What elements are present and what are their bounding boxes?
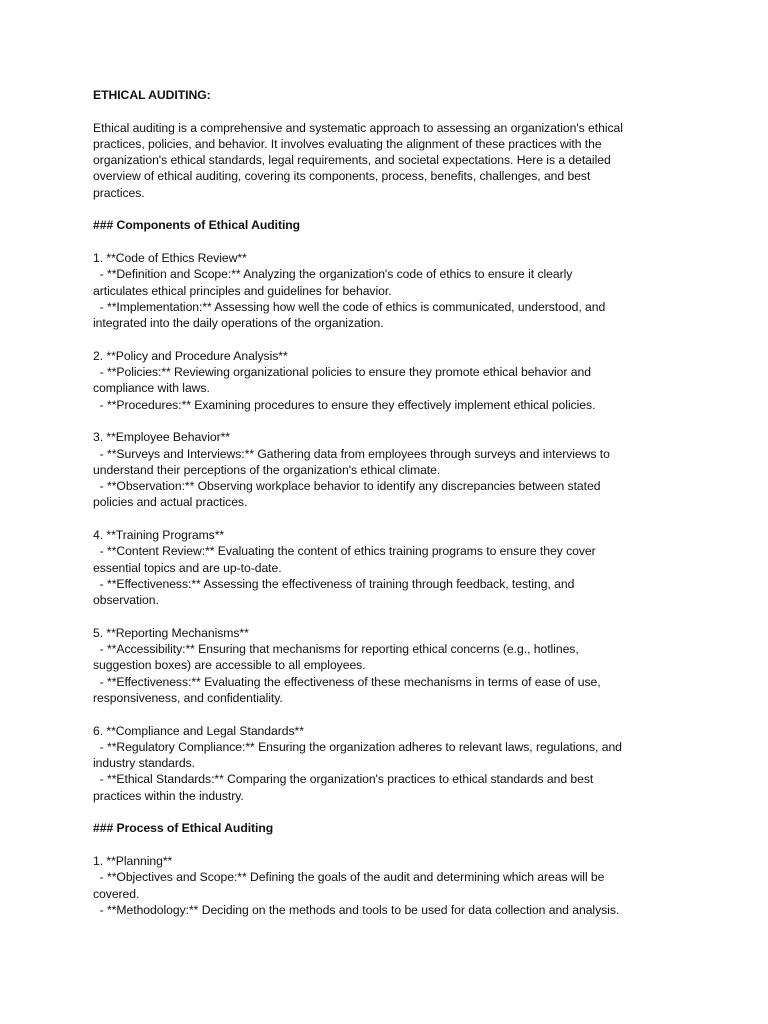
component-line: - **Regulatory Compliance:** Ensuring the organization adheres to relevant laws, regulations, and: [93, 739, 622, 754]
component-line: - **Content Review:** Evaluating the content of ethics training programs to ensure they cover: [93, 544, 596, 559]
spacer: [93, 804, 681, 820]
process-line: - **Objectives and Scope:** Defining the goals of the audit and determining which areas will be: [93, 870, 605, 885]
process-line: covered.: [93, 886, 140, 901]
component-line: compliance with laws.: [93, 381, 210, 396]
document-title: ETHICAL AUDITING:: [93, 88, 211, 102]
component-line: observation.: [93, 593, 159, 608]
component-line: integrated into the daily operations of the organization.: [93, 316, 384, 331]
component-item-1: [93, 250, 681, 331]
intro-line: overview of ethical auditing, covering its components, process, benefits, challenges, and best: [93, 169, 591, 184]
component-item-6: [93, 723, 681, 804]
component-line: articulates ethical principles and guidelines for behavior.: [93, 283, 392, 298]
spacer: [93, 511, 681, 527]
spacer: [93, 201, 681, 217]
component-line: suggestion boxes) are accessible to all employees.: [93, 658, 366, 673]
component-line: essential topics and are up-to-date.: [93, 560, 282, 575]
component-line: understand their perceptions of the organization's ethical climate.: [93, 462, 441, 477]
component-line: - **Observation:** Observing workplace behavior to identify any discrepancies between stated: [93, 479, 601, 494]
component-line: - **Effectiveness:** Assessing the effectiveness of training through feedback, testing, and: [93, 576, 575, 591]
component-heading: 3. **Employee Behavior**: [93, 430, 231, 445]
component-line: - **Policies:** Reviewing organizational policies to ensure they promote ethical behavior and: [93, 365, 591, 380]
intro-line: Ethical auditing is a comprehensive and systematic approach to assessing an organization's ethical: [93, 120, 623, 135]
component-heading: 1. **Code of Ethics Review**: [93, 250, 247, 265]
component-line: responsiveness, and confidentiality.: [93, 690, 283, 705]
spacer: [93, 609, 681, 625]
intro-line: organization's ethical standards, legal requirements, and societal expectations. Here is a detailed: [93, 153, 611, 168]
component-line: - **Surveys and Interviews:** Gathering data from employees through surveys and interviews to: [93, 446, 610, 461]
component-heading: 5. **Reporting Mechanisms**: [93, 625, 249, 640]
component-line: - **Ethical Standards:** Comparing the organization's practices to ethical standards and best: [93, 772, 594, 787]
component-item-5: [93, 625, 681, 706]
intro-line: practices, policies, and behavior. It involves evaluating the alignment of these practices with the: [93, 136, 602, 151]
document-page: [93, 87, 681, 918]
component-item-2: [93, 348, 681, 413]
component-line: policies and actual practices.: [93, 495, 248, 510]
component-heading: 6. **Compliance and Legal Standards**: [93, 723, 304, 738]
spacer: [93, 331, 681, 347]
component-line: - **Accessibility:** Ensuring that mechanisms for reporting ethical concerns (e.g., hotlines,: [93, 642, 579, 657]
component-item-4: [93, 527, 681, 608]
component-heading: 4. **Training Programs**: [93, 528, 225, 543]
component-heading: 2. **Policy and Procedure Analysis**: [93, 348, 288, 363]
spacer: [93, 103, 681, 119]
section-heading-process: ### Process of Ethical Auditing: [93, 821, 274, 836]
process-item-1: [93, 853, 681, 918]
component-line: - **Definition and Scope:** Analyzing the organization's code of ethics to ensure it clearly: [93, 267, 573, 282]
component-line: - **Effectiveness:** Evaluating the effectiveness of these mechanisms in terms of ease of use,: [93, 674, 601, 689]
intro-line: practices.: [93, 185, 145, 200]
process-heading: 1. **Planning**: [93, 853, 173, 868]
component-line: industry standards.: [93, 756, 196, 771]
spacer: [93, 413, 681, 429]
component-line: practices within the industry.: [93, 788, 244, 803]
process-line: - **Methodology:** Deciding on the methods and tools to be used for data collection and analysis.: [93, 902, 620, 917]
spacer: [93, 837, 681, 853]
component-item-3: [93, 429, 681, 510]
intro-paragraph: [93, 120, 681, 201]
component-line: - **Implementation:** Assessing how well the code of ethics is communicated, understood, and: [93, 299, 606, 314]
section-heading-components: ### Components of Ethical Auditing: [93, 218, 301, 233]
component-line: - **Procedures:** Examining procedures to ensure they effectively implement ethical policies.: [93, 397, 596, 412]
spacer: [93, 234, 681, 250]
spacer: [93, 706, 681, 722]
